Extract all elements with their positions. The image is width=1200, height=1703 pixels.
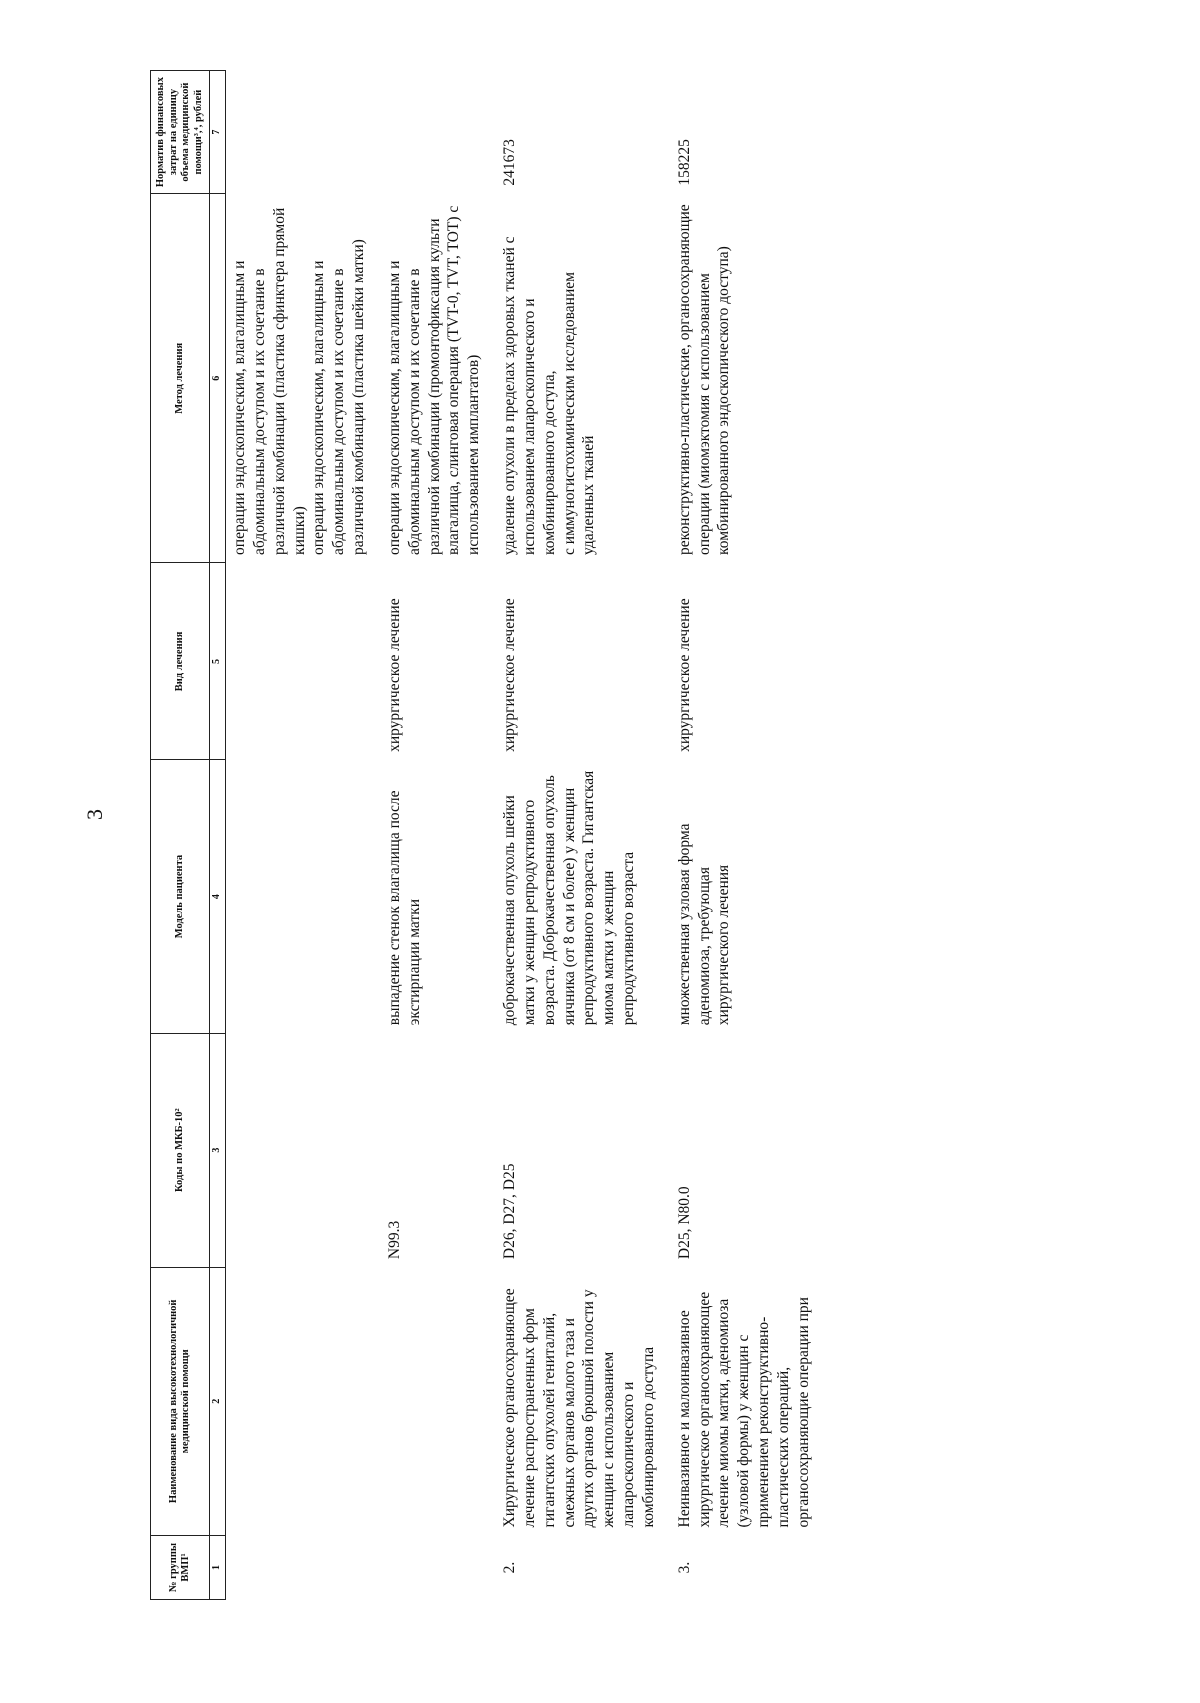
cost-norm (381, 71, 496, 194)
treatment-type: хирургическое лечение (385, 598, 403, 752)
group-number (381, 1535, 496, 1599)
table-row (671, 71, 826, 1600)
treatment-method: реконструктивно-пластические, органосохраняющие операции (миомэктомия с использованием комбинированного эндоскопического доступа) (675, 204, 733, 555)
header-treatment-method: Метод лечения (151, 194, 210, 563)
vmp-table (150, 70, 826, 1600)
vmp-name (381, 1267, 496, 1535)
column-number: 7 (210, 71, 226, 194)
icd-codes (226, 1033, 381, 1267)
treatment-method: удаление опухоли в пределах здоровых тканей с использованием лапароскопического и комбинированного доступа, с иммуногистохимическим исследованием удаленных тканей (501, 236, 598, 555)
treatment-type: хирургическое лечение (675, 598, 693, 752)
patient-model: множественная узловая форма аденомиоза, требующая хирургического лечения (675, 823, 733, 1026)
cost-norm: 158225 (675, 139, 693, 186)
header-group-number: № группы ВМП¹ (151, 1535, 210, 1599)
treatment-method: операции эндоскопическим, влагалищным и абдоминальным доступом и их сочетание в различной комбинации (пластика сфинктера прямой кишки) операции эндоскопическим, влагалищным и абдоминальным доступом и их сочетание в различной комбинации (пластика шейки матки) (231, 207, 368, 555)
vmp-name: Неинвазивное и малоинвазивное хирургическое органосохраняющее лечение миомы матки, аденомиоза (узловой формы) у женщин с применением реконструктивно-пластических операций, органосохраняющие операции при (675, 1291, 812, 1528)
icd-codes: D26, D27, D25 (501, 1163, 519, 1260)
table-row (496, 71, 671, 1600)
header-row (151, 71, 210, 1600)
table-row (226, 71, 381, 1600)
column-number: 4 (210, 760, 226, 1033)
column-number: 6 (210, 194, 226, 563)
group-number (226, 1535, 381, 1599)
treatment-type (226, 563, 381, 760)
column-number: 5 (210, 563, 226, 760)
table-row (381, 71, 496, 1600)
rotated-document (150, 70, 1165, 1600)
patient-model: выпадение стенок влагалища после экстирпации матки (385, 790, 423, 1026)
icd-codes: D25, N80.0 (675, 1186, 693, 1260)
header-cost-norm: Норматив финансовых затрат на единицу объема медицинской помощи³,⁴, рублей (151, 71, 210, 194)
column-number-row (210, 71, 226, 1600)
patient-model (226, 760, 381, 1033)
treatment-method: операции эндоскопическим, влагалищным и абдоминальным доступом и их сочетание в различной комбинации (промонтофиксация культи влагалища, слинговая операция (TVT-0, TVT, TOT) с использованием имплантатов) (385, 205, 483, 555)
header-vmp-name: Наименование вида высокотехнологичной медицинской помощи (151, 1267, 210, 1535)
column-number: 3 (210, 1033, 226, 1267)
patient-model: доброкачественная опухоль шейки матки у женщин репродуктивного возраста. Доброкачественная опухоль яичника (от 8 см и более) у женщин репродуктивного возраста. Гигантская миома матки у женщин репродуктивного возраста (501, 770, 638, 1026)
group-number: 3. (675, 1561, 693, 1574)
treatment-type: хирургическое лечение (501, 598, 519, 752)
icd-codes: N99.3 (385, 1220, 403, 1260)
vmp-name (226, 1267, 381, 1535)
cost-norm: 241673 (501, 139, 519, 186)
column-number: 1 (210, 1535, 226, 1599)
column-number: 2 (210, 1267, 226, 1535)
vmp-name: Хирургическое органосохраняющее лечение распространенных форм гигантских опухолей гениталий, смежных органов малого таза и других органов брюшной полости у женщин с использованием лапароскопического и комбинированного доступа (501, 1288, 657, 1528)
header-treatment-type: Вид лечения (151, 563, 210, 760)
cost-norm (226, 71, 381, 194)
page-number: 3 (82, 809, 107, 820)
header-icd-codes: Коды по МКБ-10² (151, 1033, 210, 1267)
group-number: 2. (501, 1561, 519, 1574)
header-patient-model: Модель пациента (151, 760, 210, 1033)
